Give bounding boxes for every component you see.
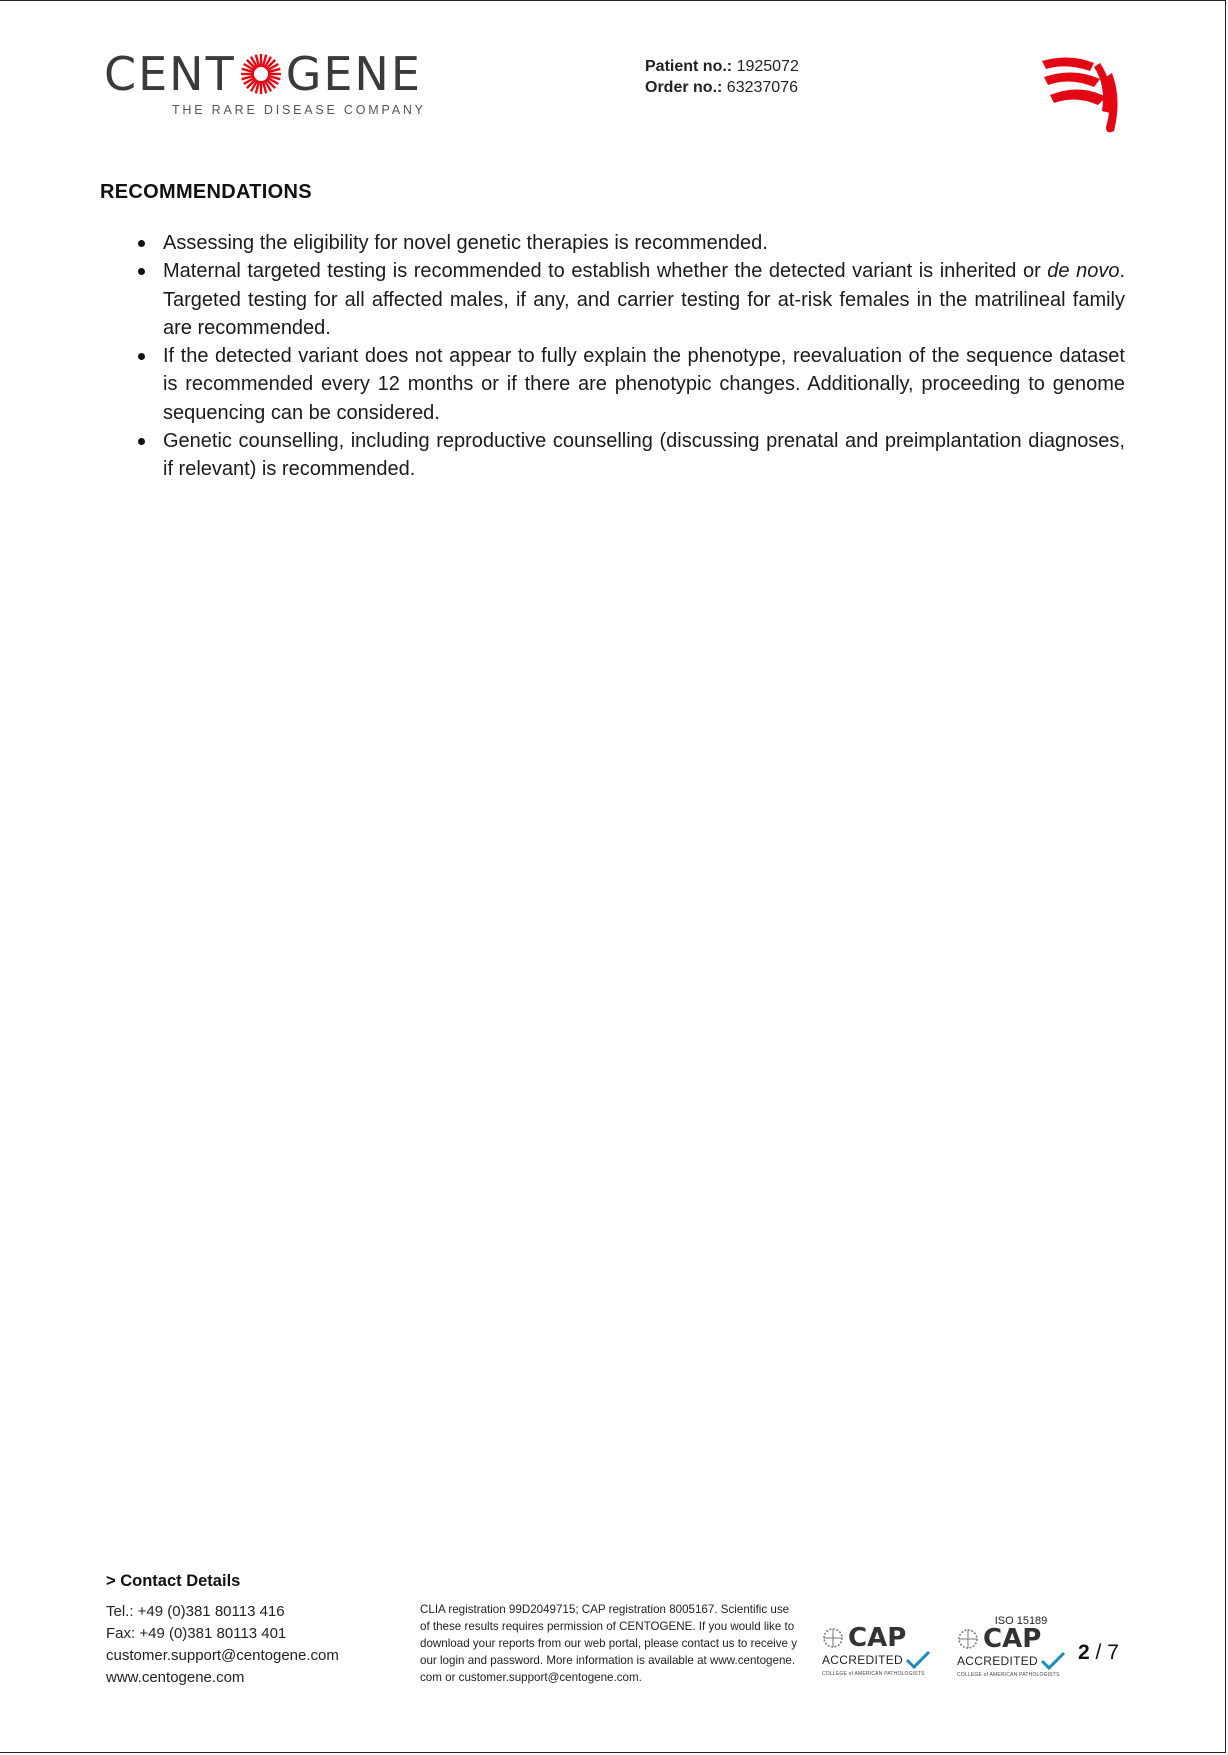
list-item [135, 427, 1125, 484]
list-item [135, 257, 1125, 342]
patient-number-value: 1925072 [736, 58, 799, 75]
page-current: 2 [1078, 1641, 1090, 1664]
contact-details-heading: > Contact Details [106, 1572, 241, 1590]
contact-website: www.centogene.com [106, 1669, 245, 1686]
centogene-logo [104, 47, 434, 117]
recommendations-list [135, 229, 1125, 484]
page-total: 7 [1107, 1641, 1119, 1664]
recommendation-text: Assessing the eligibility for novel genetic therapies is recommended. [163, 232, 768, 254]
order-number-label: Order no.: [645, 79, 723, 96]
list-item [135, 229, 1125, 257]
cap-text: CAP [983, 1624, 1042, 1654]
globe-icon [957, 1628, 979, 1650]
checkmark-icon [1040, 1652, 1066, 1670]
sunburst-icon [239, 52, 283, 96]
logo-tagline: THE RARE DISEASE COMPANY [172, 103, 426, 117]
cap-accredited-badge [822, 1623, 938, 1698]
page-number: 2 / 7 [1078, 1641, 1119, 1664]
college-text: COLLEGE of AMERICAN PATHOLOGISTS [957, 1672, 1060, 1678]
recommendation-text: Genetic counselling, including reproductive counselling (discussing prenatal and preimplantation diagnoses, if relevant) is recommended. [163, 430, 1125, 481]
recommendations-heading: RECOMMENDATIONS [100, 181, 312, 203]
contact-fax: Fax: +49 (0)381 80113 401 [106, 1625, 287, 1642]
college-text: COLLEGE of AMERICAN PATHOLOGISTS [822, 1671, 925, 1677]
order-identifiers [645, 56, 799, 98]
globe-icon [822, 1627, 844, 1649]
logo-text-left: CENT [104, 47, 236, 101]
contact-details [106, 1601, 339, 1689]
list-item [135, 342, 1125, 427]
contact-phone: Tel.: +49 (0)381 80113 416 [106, 1603, 285, 1620]
recommendation-text: Maternal targeted testing is recommended to establish whether the detected variant is inherited or [163, 260, 1041, 283]
iso-cap-accredited-badge [957, 1615, 1073, 1687]
logo-text-right: GENE [285, 47, 422, 101]
brand-flame-icon [1040, 53, 1120, 135]
patient-number-row [645, 56, 799, 77]
iso-label: ISO 15189 [994, 1615, 1048, 1627]
patient-number-label: Patient no.: [645, 58, 733, 75]
recommendation-text: . Targeted testing for all affected males, if any, and carrier testing for at-risk females in the matrilineal family are recommended. [163, 260, 1126, 339]
contact-email: customer.support@centogene.com [106, 1647, 339, 1664]
order-number-value: 63237076 [726, 79, 798, 96]
legal-notice: CLIA registration 99D2049715; CAP registration 8005167. Scientific use of these results requires permission of CENTOGENE. If you would like to download your reports from our web portal, please contact us to receive your login and password. More information is available at www.centogene.com or customer.support@centogene.com. [420, 1603, 797, 1684]
cap-text: CAP [848, 1623, 907, 1653]
logo-wordmark [104, 47, 434, 101]
checkmark-icon [905, 1651, 931, 1669]
recommendation-text: If the detected variant does not appear to fully explain the phenotype, reevaluation of the sequence dataset is recommended every 12 months or if there are phenotypic changes. Additionally, proceeding to genome sequencing can be considered. [163, 345, 1125, 424]
recommendation-italic-term: de novo [1047, 260, 1120, 283]
accredited-text: ACCREDITED [822, 1653, 904, 1667]
accredited-text: ACCREDITED [957, 1654, 1039, 1668]
order-number-row [645, 77, 799, 98]
